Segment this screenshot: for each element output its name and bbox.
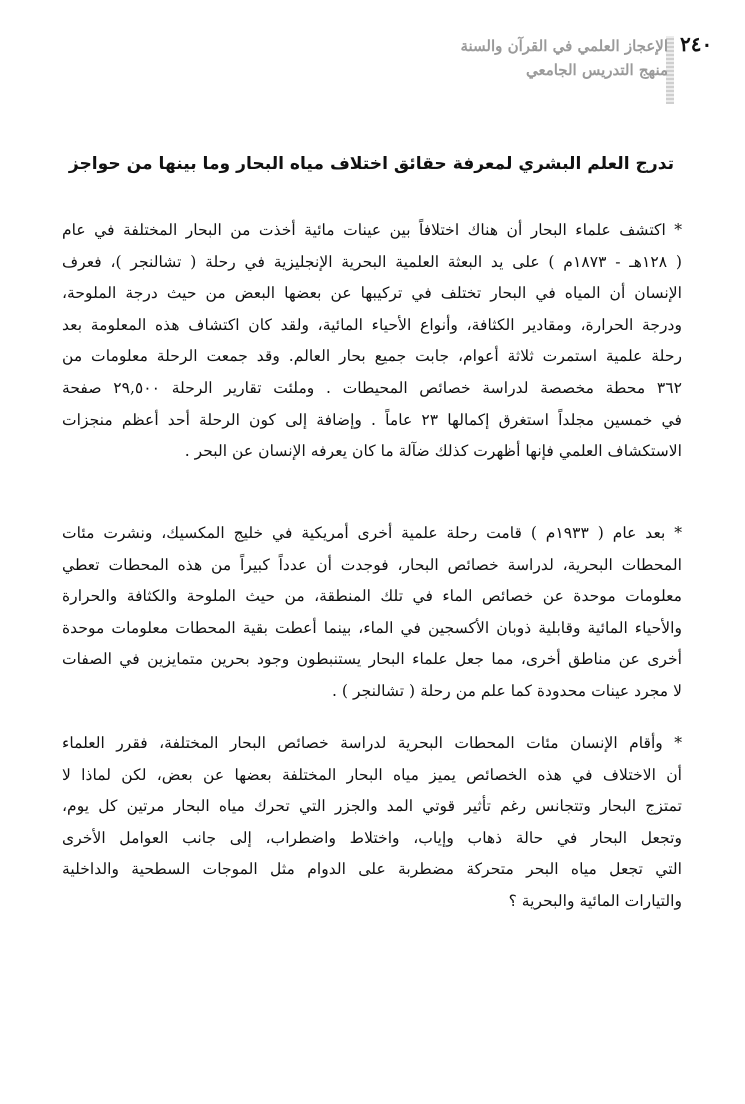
paragraph-line: أن الاختلاف في هذه الخصائص يميز مياه البحار المختلفة بعضها عن بعض، لكن لماذا لا: [62, 765, 682, 784]
paragraph-line: ودرجة الحرارة، ومقادير الكثافة، وأنواع الأحياء المائية، ولقد كان اكتشاف هذه المعلومة بعد: [62, 315, 682, 334]
paragraph-line: رحلة علمية استمرت ثلاثة أعوام، جابت جميع بحار العالم. وقد جمعت الرحلة معلومات من: [62, 347, 682, 366]
paragraph-line: التي تجعل مياه البحر متحركة مضطربة على الدوام مثل الموجات السطحية والداخلية: [62, 860, 682, 879]
paragraph-line: المحطات البحرية، لدراسة خصائص البحار، فوجدت أن عدداً كبيراً من هذه المحطات تعطي: [62, 555, 682, 574]
paragraph-line: ( ١٢٨هـ - ١٨٧٣م ) على يد البعثة العلمية البحرية الإنجليزية في رحلة ( تشالنجر )، فعرف: [62, 252, 683, 271]
paragraph-line: * وأقام الإنسان مئات المحطات البحرية لدراسة خصائص البحار المختلفة، فقرر العلماء: [62, 734, 682, 752]
paragraph-line: أخرى عن مناطق أخرى، مما جعل علماء البحار يستنبطون وجود بحرين متمايزين في الصفات: [62, 650, 682, 669]
paragraph-line: والتيارات المائية والبحرية ؟: [508, 891, 682, 910]
paragraph-line: الاستكشاف العلمي فإنها أظهرت كذلك ضآلة ما كان يعرفه الإنسان عن البحر .: [184, 442, 682, 461]
section-title: تدرج العلم البشري لمعرفة حقائق اختلاف مياه البحار وما بينها من حواجز: [68, 154, 674, 174]
chapter-title: منهج التدريس الجامعي: [525, 61, 668, 79]
paragraph-line: والأحياء المائية وقابلية ذوبان الأكسجين في الماء، بينما أعطت بقية المحطات معلومات موحدة: [62, 618, 682, 637]
paragraph-line: لا مجرد عينات محدودة كما علم من رحلة ( تشالنجر ) .: [332, 681, 682, 700]
paragraph-line: في خمسين مجلداً استغرق إكمالها ٢٣ عاماً . وإضافة إلى كون الرحلة أحد أعظم منجزات: [62, 410, 682, 429]
book-title: الإعجاز العلمي في القرآن والسنة: [460, 37, 668, 55]
paragraph: [62, 518, 682, 708]
running-head: [440, 34, 668, 82]
paragraph-line: * اكتشف علماء البحار أن هناك اختلافاً بين عينات مائية أخذت من البحار المختلفة في عام: [62, 221, 682, 239]
paragraph: [62, 215, 682, 468]
paragraph-line: معلومات موحدة عن خصائص الماء في تلك المنطقة، من حيث الملوحة والكثافة والحرارة: [62, 587, 682, 606]
paragraph-line: الإنسان أن المياه في البحار تختلف في تركيبها عن بعضها البعض من حيث درجة الملوحة،: [62, 284, 682, 303]
paragraph-line: ٣٦٢ محطة مخصصة لدراسة خصائص المحيطات . وملئت تقارير الرحلة ٢٩,٥٠٠ صفحة: [62, 378, 682, 397]
paragraph-line: وتجعل البحار في حالة ذهاب وإياب، واختلاط واضطراب، إلى جانب العوامل الأخرى: [62, 828, 682, 847]
paragraph: [62, 728, 682, 918]
page-number: ٢٤٠: [680, 32, 713, 56]
paragraph-line: * بعد عام ( ١٩٣٣م ) قامت رحلة علمية أخرى أمريكية في خليج المكسيك، ونشرت مئات: [62, 524, 682, 542]
paragraph-line: تمتزج البحار وتتجانس رغم تأثير قوتي المد والجزر التي تحرك مياه البحار مرتين كل يوم،: [62, 797, 682, 816]
